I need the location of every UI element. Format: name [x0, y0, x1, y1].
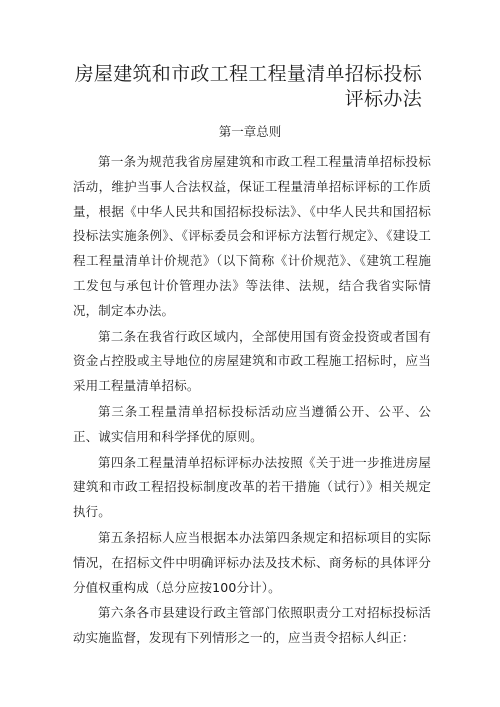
article-4-paragraph: 第四条工程量清单招标评标办法按照《关于进一步推进房屋建筑和市政工程招投标制度改革的若干措施（试行）》相关规定执行。	[73, 454, 431, 520]
article-6-paragraph: 第六条各市县建设行政主管部门依照职责分工对招标投标活动实施监督，发现有下列情形之一的，应当责令招标人纠正：	[73, 605, 431, 646]
article-5-paragraph: 第五条招标人应当根据本办法第四条规定和招标项目的实际情况，在招标文件中明确评标办法及技术标、商务标的具体评分分值权重构成（总分应按100分计）。	[73, 529, 431, 595]
chapter-heading: 第一章总则	[218, 124, 282, 139]
article-3-paragraph: 第三条工程量清单招标投标活动应当遵循公开、公平、公正、诚实信用和科学择优的原则。	[73, 403, 431, 444]
article-1-paragraph: 第一条为规范我省房屋建筑和市政工程工程量清单招标投标活动，维护当事人合法权益，保证工程量清单招标评标的工作质量，根据《中华人民共和国招标投标法》、《中华人民共和国招标投标法实施条例》、《评标委员会和评标方法暂行规定》、《建设工程工程量清单计价规范》（以下简称《计价规范》、《建筑工程施工发包与承包计价管理办法》等法律、法规，结合我省实际情况，制定本办法。	[73, 154, 431, 318]
document-body	[73, 150, 431, 652]
article-2-paragraph: 第二条在我省行政区域内，全部使用国有资金投资或者国有资金占控股或主导地位的房屋建筑和市政工程施工招标时，应当采用工程量清单招标。	[73, 328, 431, 394]
document-title: 房屋建筑和市政工程工程量清单招标投标评标办法	[74, 63, 422, 110]
